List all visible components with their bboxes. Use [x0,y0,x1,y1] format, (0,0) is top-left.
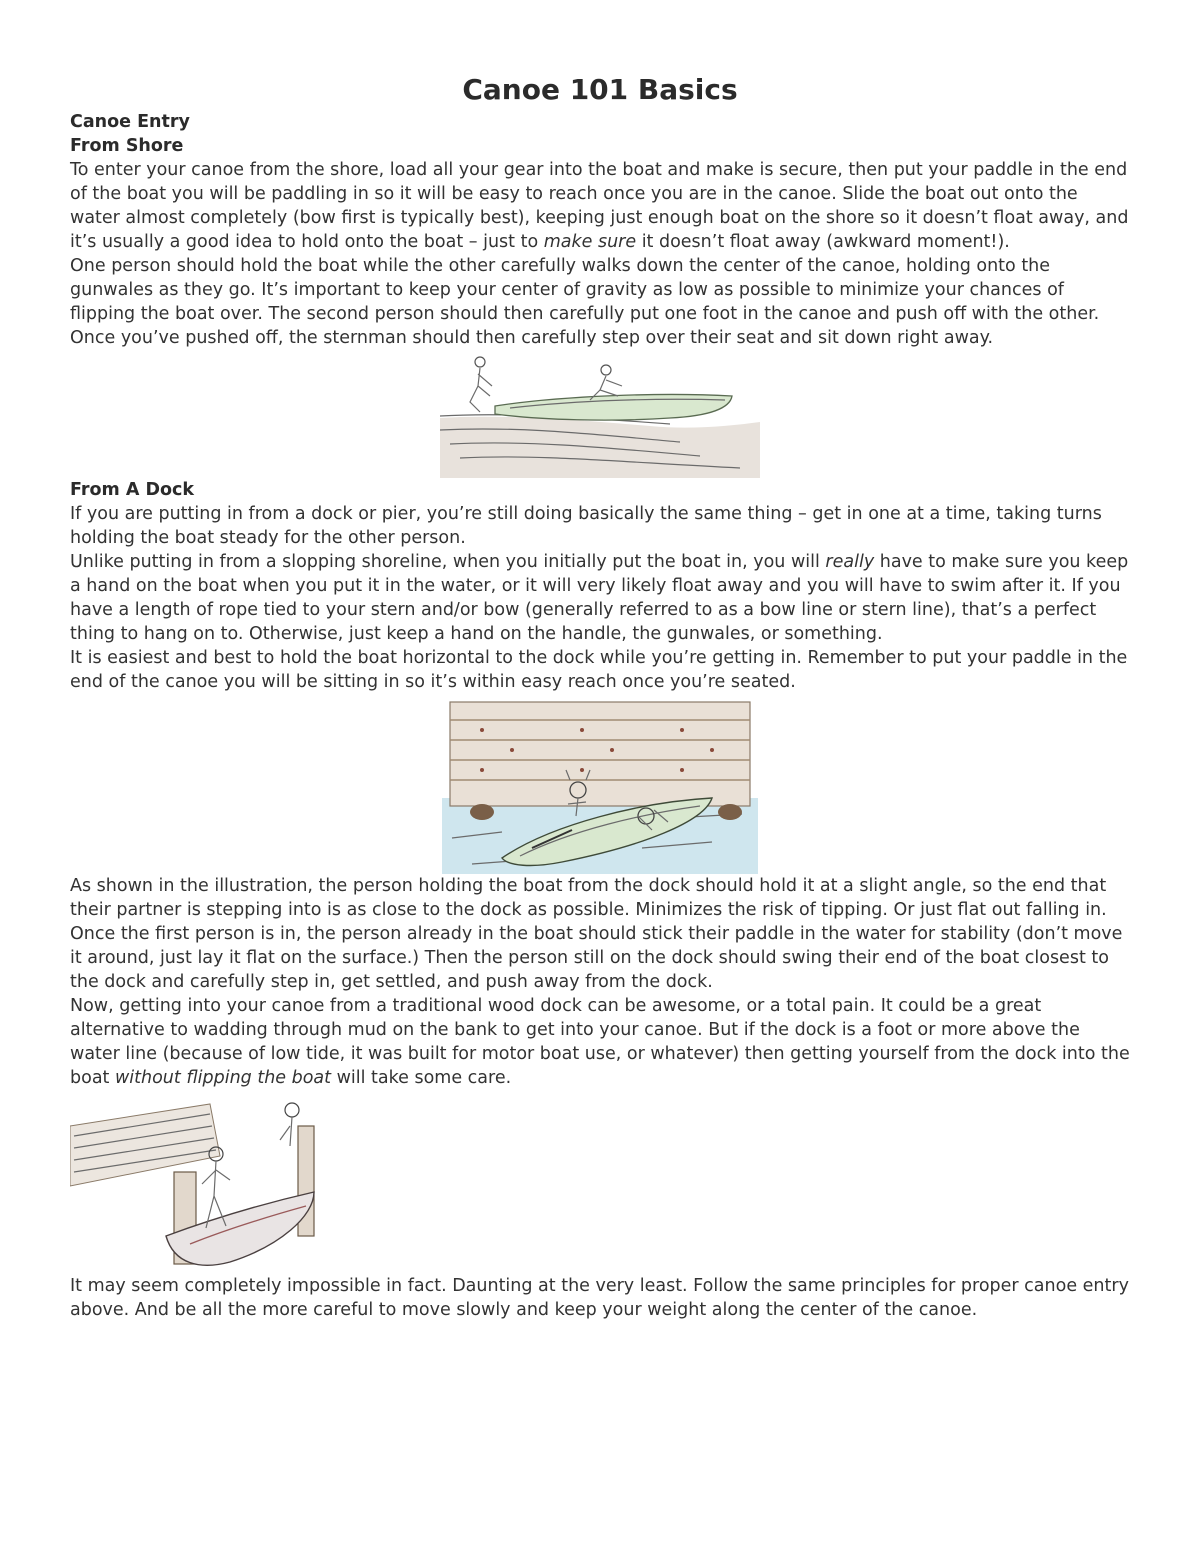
shore-entry-illustration [440,356,760,478]
paragraph: It is easiest and best to hold the boat horizontal to the dock while you’re getting in. Remember to put your paddle in the end of the canoe you will be sitting in so it’s within easy reach once you’re seated. [70,648,1128,692]
paragraph: It may seem completely impossible in fact. Daunting at the very least. Follow the same principles for proper canoe entry above. And be all the more careful to move slowly and keep your weight along the center of the canoe. [70,1276,1129,1320]
page-title: Canoe 101 Basics [462,73,738,106]
paragraph: If you are putting in from a dock or pier, you’re still doing basically the same thing – get in one at a time, taking turns holding the boat steady for the other person. [70,504,1102,548]
paragraph: Now, getting into your canoe from a traditional wood dock can be awesome, or a total pain. It could be a great alternative to wadding through mud on the bank to get into your canoe. But if the dock is a foot or more above the water line (because of low tide, it was built for motor boat use, or whatever) then getting yourself from the dock into the boat without flipping the boat will take some care. [70,996,1130,1088]
paragraph: To enter your canoe from the shore, load all your gear into the boat and make is secure, then put your paddle in the end of the boat you will be paddling in so it will be easy to reach once you are in the canoe. Slide the boat out onto the water almost completely (bow first is typically best), keeping just enough boat on the shore so it doesn’t float away, and it’s usually a good idea to hold onto the boat – just to make sure it doesn’t float away (awkward moment!). [70,160,1129,252]
paragraph: Once the first person is in, the person already in the boat should stick their paddle in the water for stability (don’t move it around, just lay it flat on the surface.) Then the person still on the dock should swing their end of the boat closest to the dock and carefully step in, get settled, and push away from the dock. [70,924,1123,992]
high-dock-illustration [70,1096,322,1272]
paragraph: As shown in the illustration, the person holding the boat from the dock should hold it at a slight angle, so the end that their partner is stepping into is as close to the dock as possible. Minimizes the risk of tipping. Or just flat out falling in. [70,876,1107,920]
dock-entry-illustration [442,698,758,874]
section-heading: Canoe Entry [70,112,190,132]
paragraph: Unlike putting in from a slopping shoreline, when you initially put the boat in, you will really have to make sure you keep a hand on the boat when you put it in the water, or it will very likely float away and you will have to swim after it. If you have a length of rope tied to your stern and/or bow (generally referred to as a bow line or stern line), that’s a perfect thing to hang on to. Otherwise, just keep a hand on the handle, the gunwales, or something. [70,552,1129,644]
document-page [70,70,1130,1322]
subheading-from-a-dock: From A Dock [70,480,195,500]
subheading-from-shore: From Shore [70,136,184,156]
paragraph: One person should hold the boat while the other carefully walks down the center of the canoe, holding onto the gunwales as they go. It’s important to keep your center of gravity as low as possible to minimize your chances of flipping the boat over. The second person should then carefully put one foot in the canoe and push off with the other. Once you’ve pushed off, the sternman should then carefully step over their seat and sit down right away. [70,256,1100,348]
